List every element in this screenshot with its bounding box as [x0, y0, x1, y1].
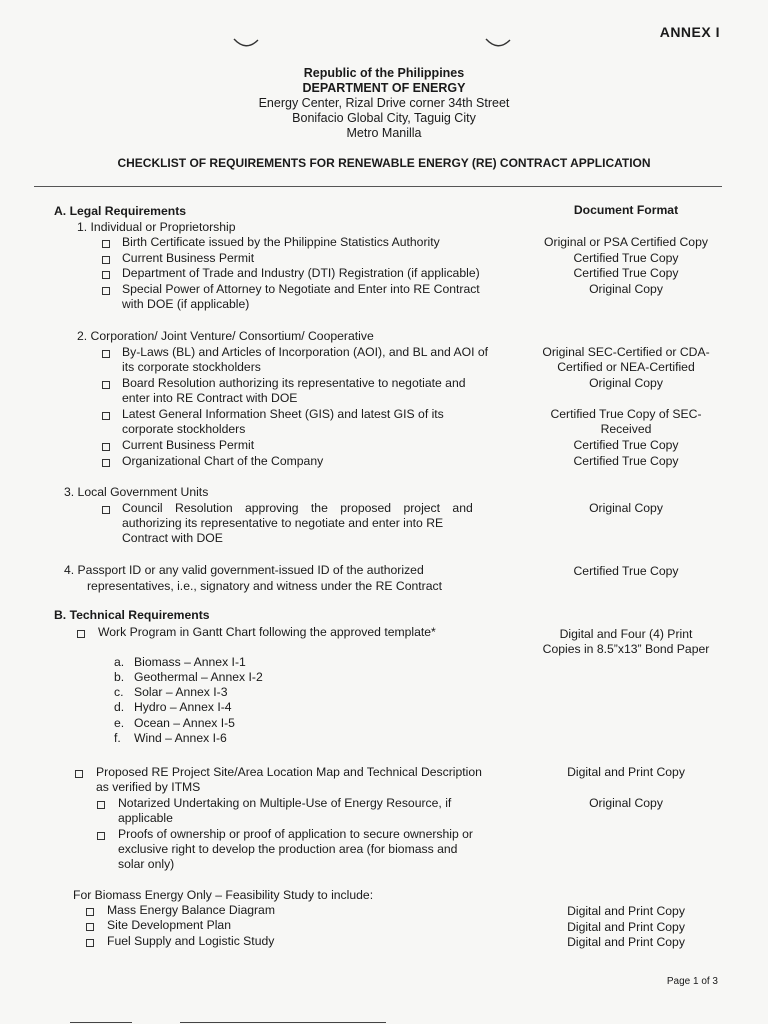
format-site-map: Digital and Print Copy [567, 765, 685, 779]
format-bylaws-1: Original SEC-Certified or CDA- [542, 345, 710, 359]
footer-rule-right [180, 1022, 386, 1023]
annex-wind: Wind – Annex I-6 [134, 731, 227, 745]
req-board-resolution: Board Resolution authorizing its representative to negotiate and [122, 376, 466, 390]
format-work-program-1: Digital and Four (4) Print [559, 627, 693, 641]
format-undertaking: Original Copy [589, 796, 663, 810]
format-corp-business-permit: Certified True Copy [573, 438, 679, 452]
checkbox[interactable] [102, 381, 110, 389]
checkbox[interactable] [86, 908, 94, 916]
req-site-map-cont: as verified by ITMS [96, 780, 201, 794]
checkbox[interactable] [102, 459, 110, 467]
checkbox[interactable] [102, 506, 110, 514]
req-dti-registration: Department of Trade and Industry (DTI) Registration (if applicable) [122, 266, 480, 280]
annex-solar: Solar – Annex I-3 [134, 685, 228, 699]
header-republic: Republic of the Philippines [303, 66, 465, 80]
format-special-power-attorney: Original Copy [589, 282, 663, 296]
subsection-1: 1. Individual or Proprietorship [77, 220, 236, 234]
header-address-2: Bonifacio Global City, Taguig City [292, 111, 476, 125]
req-corp-business-permit: Current Business Permit [122, 438, 255, 452]
checkbox[interactable] [102, 412, 110, 420]
format-site-development-plan: Digital and Print Copy [567, 920, 685, 934]
section-b-heading: B. Technical Requirements [54, 608, 210, 622]
req-mass-energy-balance: Mass Energy Balance Diagram [107, 903, 275, 917]
annex-label: ANNEX I [659, 24, 720, 40]
req-org-chart: Organizational Chart of the Company [122, 454, 324, 468]
checkbox[interactable] [102, 240, 110, 248]
req-bylaws: By-Laws (BL) and Articles of Incorporation (AOI), and BL and AOI of [122, 345, 489, 359]
footer-rule-left [70, 1022, 132, 1023]
req-council-resolution: Council Resolution approving the proposed project and [122, 501, 473, 515]
req-special-power-attorney-cont: with DOE (if applicable) [122, 297, 250, 311]
biomass-heading: For Biomass Energy Only – Feasibility Study to include: [73, 888, 374, 902]
subsection-3: 3. Local Government Units [64, 485, 209, 499]
checkbox[interactable] [102, 443, 110, 451]
annex-letter: c. [114, 685, 124, 699]
req-fuel-supply-study: Fuel Supply and Logistic Study [107, 934, 275, 948]
format-business-permit: Certified True Copy [573, 251, 679, 265]
checkbox[interactable] [86, 923, 94, 931]
section-a-heading: A. Legal Requirements [54, 204, 187, 218]
annex-letter: b. [114, 670, 125, 684]
header-department: DEPARTMENT OF ENERGY [302, 81, 466, 95]
format-dti-registration: Certified True Copy [573, 266, 679, 280]
req-undertaking-cont: applicable [118, 811, 173, 825]
annex-biomass: Biomass – Annex I-1 [134, 655, 246, 669]
page-title: CHECKLIST OF REQUIREMENTS FOR RENEWABLE ENERGY (RE) CONTRACT APPLICATION [117, 156, 651, 170]
format-fuel-supply-study: Digital and Print Copy [567, 935, 685, 949]
req-site-development-plan: Site Development Plan [107, 918, 231, 932]
req-undertaking: Notarized Undertaking on Multiple-Use of Energy Resource, if [118, 796, 452, 810]
annex-ocean: Ocean – Annex I-5 [134, 716, 235, 730]
req-board-resolution-cont: enter into RE Contract with DOE [122, 391, 298, 405]
checkbox[interactable] [77, 630, 85, 638]
format-birth-certificate: Original or PSA Certified Copy [544, 235, 708, 249]
req-work-program: Work Program in Gantt Chart following the approved template* [98, 625, 436, 639]
subsection-4: 4. Passport ID or any valid government-issued ID of the authorized [64, 563, 424, 577]
format-work-program-2: Copies in 8.5”x13” Bond Paper [542, 642, 710, 656]
req-bylaws-cont: its corporate stockholders [122, 360, 261, 374]
req-council-resolution-cont-1: authorizing its representative to negotiate and enter into RE [122, 516, 444, 530]
seal-mark-left [232, 36, 260, 50]
header-address-3: Metro Manilla [346, 126, 422, 140]
checkbox[interactable] [102, 350, 110, 358]
req-special-power-attorney: Special Power of Attorney to Negotiate and Enter into RE Contract [122, 282, 480, 296]
req-site-map: Proposed RE Project Site/Area Location Map and Technical Description [96, 765, 482, 779]
annex-letter: d. [114, 700, 125, 714]
page-number: Page 1 of 3 [666, 976, 718, 987]
format-passport-id: Certified True Copy [573, 564, 679, 578]
req-birth-certificate: Birth Certificate issued by the Philippine Statistics Authority [122, 235, 440, 249]
annex-letter: f. [114, 731, 121, 745]
req-gis-cont: corporate stockholders [122, 422, 246, 436]
document-format-header: Document Format [573, 203, 679, 217]
title-divider [34, 186, 722, 187]
req-ownership-cont-1: exclusive right to develop the production area (for biomass and [118, 842, 458, 856]
req-ownership: Proofs of ownership or proof of application to secure ownership or [118, 827, 473, 841]
format-council-resolution: Original Copy [589, 501, 663, 515]
checkbox[interactable] [102, 287, 110, 295]
annex-letter: e. [114, 716, 125, 730]
annex-letter: a. [114, 655, 125, 669]
annex-hydro: Hydro – Annex I-4 [134, 700, 232, 714]
checkbox[interactable] [102, 256, 110, 264]
checkbox[interactable] [86, 939, 94, 947]
checkbox[interactable] [97, 801, 105, 809]
header-address-1: Energy Center, Rizal Drive corner 34th Street [258, 96, 510, 110]
seal-mark-right [484, 36, 512, 50]
format-org-chart: Certified True Copy [573, 454, 679, 468]
format-gis-1: Certified True Copy of SEC- [550, 407, 702, 421]
req-council-resolution-cont-2: Contract with DOE [122, 531, 223, 545]
subsection-4-cont: representatives, i.e., signatory and witness under the RE Contract [87, 579, 442, 593]
format-board-resolution: Original Copy [589, 376, 663, 390]
checkbox[interactable] [75, 770, 83, 778]
req-business-permit: Current Business Permit [122, 251, 255, 265]
format-gis-2: Received [600, 422, 652, 436]
checkbox[interactable] [102, 271, 110, 279]
format-bylaws-2: Certified or NEA-Certified [557, 360, 695, 374]
format-mass-energy-balance: Digital and Print Copy [567, 904, 685, 918]
checkbox[interactable] [97, 832, 105, 840]
annex-geothermal: Geothermal – Annex I-2 [134, 670, 263, 684]
subsection-2: 2. Corporation/ Joint Venture/ Consortium/ Cooperative [77, 329, 374, 343]
req-gis: Latest General Information Sheet (GIS) and latest GIS of its [122, 407, 444, 421]
req-ownership-cont-2: solar only) [118, 857, 175, 871]
